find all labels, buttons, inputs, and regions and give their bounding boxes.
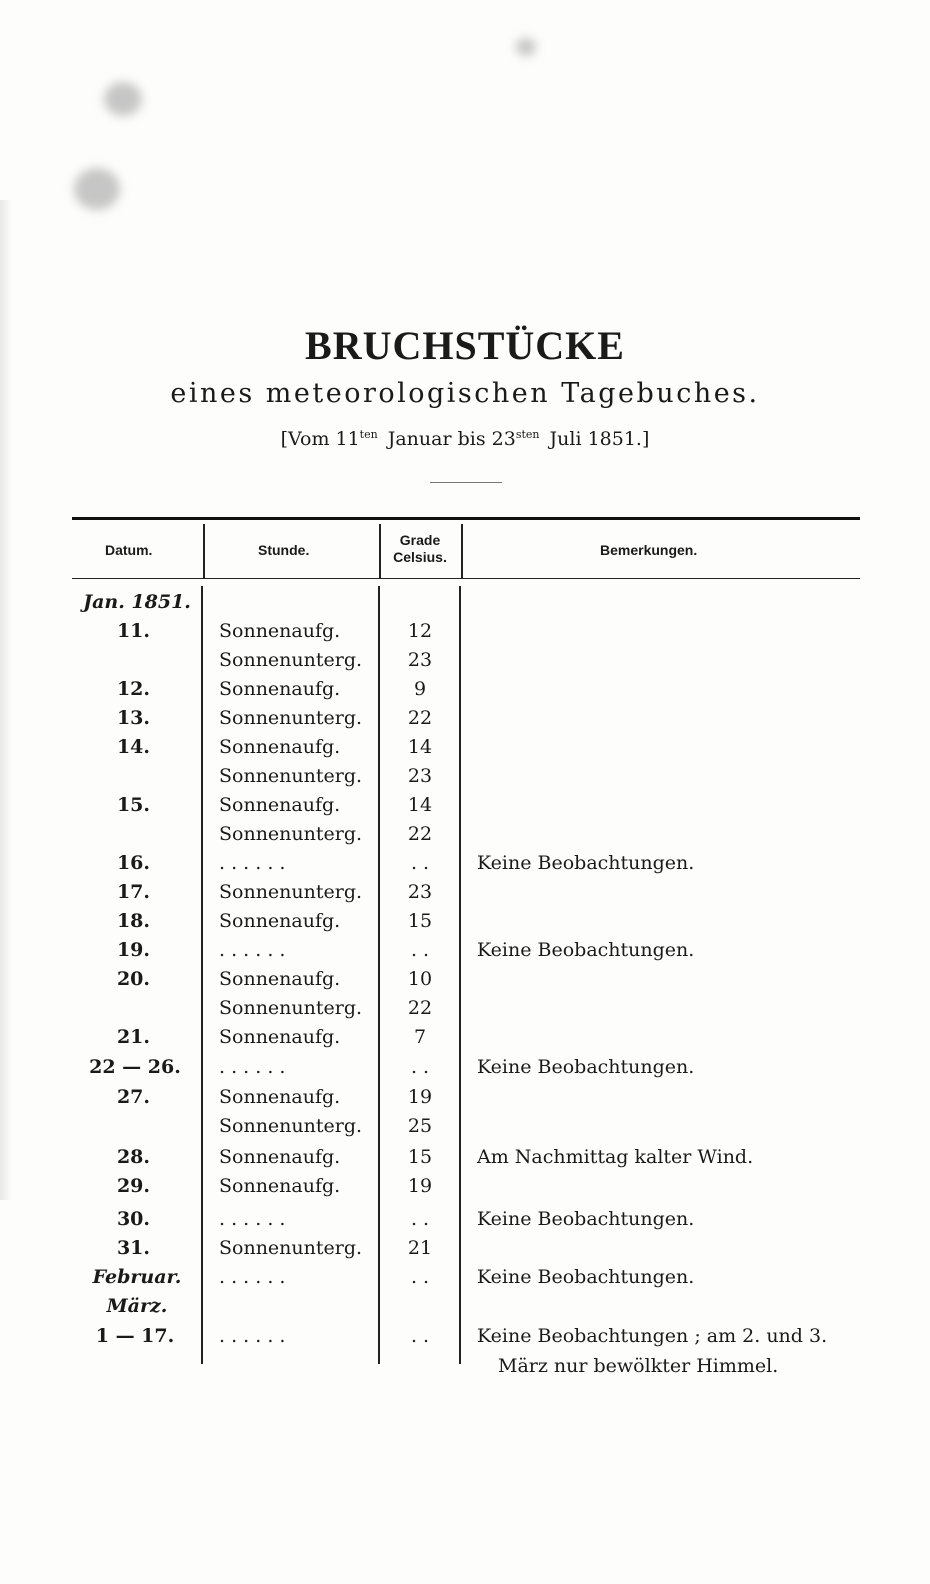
hour-cell: Sonnenaufg. bbox=[219, 1026, 341, 1048]
header-grade-line1: Grade bbox=[399, 532, 441, 548]
date-cell: 12. bbox=[116, 678, 150, 700]
hour-cell: . . . . . . bbox=[219, 1266, 286, 1288]
degree-cell: 23 bbox=[407, 649, 433, 671]
page-title: BRUCHSTÜCKE bbox=[305, 323, 625, 368]
column-divider bbox=[459, 586, 461, 1364]
ink-stain bbox=[74, 168, 120, 210]
column-divider bbox=[461, 524, 463, 578]
remark-cell: März nur bewölkter Himmel. bbox=[498, 1355, 779, 1377]
remark-cell: Keine Beobachtungen. bbox=[477, 852, 695, 874]
date-cell: 29. bbox=[116, 1175, 150, 1197]
date-range: [Vom $11^{ten}$ Januar bis $23^{sten}$ Juli 1851.] bbox=[280, 428, 650, 450]
date-cell: Februar. bbox=[92, 1266, 182, 1288]
degree-cell: 14 bbox=[407, 794, 433, 816]
degree-cell: 7 bbox=[413, 1026, 427, 1048]
date-cell: 16. bbox=[116, 852, 150, 874]
column-divider bbox=[379, 524, 381, 578]
date-cell: 14. bbox=[116, 736, 150, 758]
hour-cell: . . . . . . bbox=[219, 852, 286, 874]
date-cell: 13. bbox=[116, 707, 150, 729]
hour-cell: . . . . . . bbox=[219, 1208, 286, 1230]
date-cell: 19. bbox=[116, 939, 150, 961]
date-cell: 18. bbox=[116, 910, 150, 932]
degree-cell: 21 bbox=[407, 1237, 433, 1259]
hour-cell: Sonnenunterg. bbox=[219, 997, 363, 1019]
date-cell: März. bbox=[106, 1295, 168, 1317]
date-cell: 15. bbox=[116, 794, 150, 816]
hour-cell: Sonnenunterg. bbox=[219, 1237, 363, 1259]
date-cell: 28. bbox=[116, 1146, 150, 1168]
hour-cell: . . . . . . bbox=[219, 1325, 286, 1347]
degree-cell: 12 bbox=[407, 620, 433, 642]
degree-cell: . . bbox=[410, 1208, 430, 1230]
degree-cell: 22 bbox=[407, 823, 433, 845]
header-grade-celsius bbox=[382, 532, 458, 566]
ink-stain bbox=[516, 38, 536, 56]
date-cell: 11. bbox=[116, 620, 150, 642]
degree-cell: 22 bbox=[407, 707, 433, 729]
header-datum: Datum. bbox=[105, 542, 153, 558]
degree-cell: 25 bbox=[407, 1115, 433, 1137]
column-divider bbox=[201, 586, 203, 1364]
column-divider bbox=[203, 524, 205, 578]
degree-cell: 23 bbox=[407, 765, 433, 787]
degree-cell: 15 bbox=[407, 1146, 433, 1168]
degree-cell: 19 bbox=[407, 1175, 433, 1197]
degree-cell: . . bbox=[410, 852, 430, 874]
page-subtitle: eines meteorologischen Tagebuches. bbox=[170, 378, 760, 409]
date-cell: 20. bbox=[116, 968, 150, 990]
degree-cell: . . bbox=[410, 1056, 430, 1078]
remark-cell: Am Nachmittag kalter Wind. bbox=[477, 1146, 754, 1168]
hour-cell: Sonnenunterg. bbox=[219, 1115, 363, 1137]
hour-cell: Sonnenaufg. bbox=[219, 736, 341, 758]
date-cell: 21. bbox=[116, 1026, 150, 1048]
degree-cell: . . bbox=[410, 1266, 430, 1288]
table-header-rule bbox=[72, 578, 860, 579]
header-stunde: Stunde. bbox=[258, 542, 310, 558]
degree-cell: 22 bbox=[407, 997, 433, 1019]
degree-cell: . . bbox=[410, 939, 430, 961]
remark-cell: Keine Beobachtungen ; am 2. und 3. bbox=[477, 1325, 828, 1347]
degree-cell: 19 bbox=[407, 1086, 433, 1108]
date-cell: 27. bbox=[116, 1086, 150, 1108]
hour-cell: . . . . . . bbox=[219, 1056, 286, 1078]
remark-cell: Keine Beobachtungen. bbox=[477, 939, 695, 961]
degree-cell: . . bbox=[410, 1325, 430, 1347]
hour-cell: Sonnenaufg. bbox=[219, 794, 341, 816]
degree-cell: 10 bbox=[407, 968, 433, 990]
hour-cell: Sonnenunterg. bbox=[219, 881, 363, 903]
ink-stain bbox=[104, 82, 142, 116]
date-cell: 17. bbox=[116, 881, 150, 903]
date-cell: 31. bbox=[116, 1237, 150, 1259]
header-bemerkungen: Bemerkungen. bbox=[600, 542, 698, 558]
degree-cell: 23 bbox=[407, 881, 433, 903]
date-cell: 30. bbox=[116, 1208, 150, 1230]
header-grade-line2: Celsius. bbox=[393, 549, 447, 565]
hour-cell: Sonnenaufg. bbox=[219, 1175, 341, 1197]
remark-cell: Keine Beobachtungen. bbox=[477, 1208, 695, 1230]
date-cell: 22 — 26. bbox=[89, 1056, 181, 1078]
hour-cell: Sonnenaufg. bbox=[219, 910, 341, 932]
table-top-rule bbox=[72, 517, 860, 520]
remark-cell: Keine Beobachtungen. bbox=[477, 1266, 695, 1288]
hour-cell: Sonnenaufg. bbox=[219, 1146, 341, 1168]
hour-cell: Sonnenaufg. bbox=[219, 678, 341, 700]
degree-cell: 9 bbox=[413, 678, 427, 700]
hour-cell: Sonnenaufg. bbox=[219, 1086, 341, 1108]
hour-cell: Sonnenunterg. bbox=[219, 707, 363, 729]
date-cell: 1 — 17. bbox=[95, 1325, 175, 1347]
hour-cell: Sonnenunterg. bbox=[219, 649, 363, 671]
hour-cell: Sonnenunterg. bbox=[219, 765, 363, 787]
degree-cell: 14 bbox=[407, 736, 433, 758]
hour-cell: . . . . . . bbox=[219, 939, 286, 961]
column-divider bbox=[378, 586, 380, 1364]
title-separator bbox=[430, 482, 502, 483]
hour-cell: Sonnenaufg. bbox=[219, 620, 341, 642]
date-cell: Jan. 1851. bbox=[83, 591, 191, 613]
remark-cell: Keine Beobachtungen. bbox=[477, 1056, 695, 1078]
degree-cell: 15 bbox=[407, 910, 433, 932]
hour-cell: Sonnenunterg. bbox=[219, 823, 363, 845]
hour-cell: Sonnenaufg. bbox=[219, 968, 341, 990]
